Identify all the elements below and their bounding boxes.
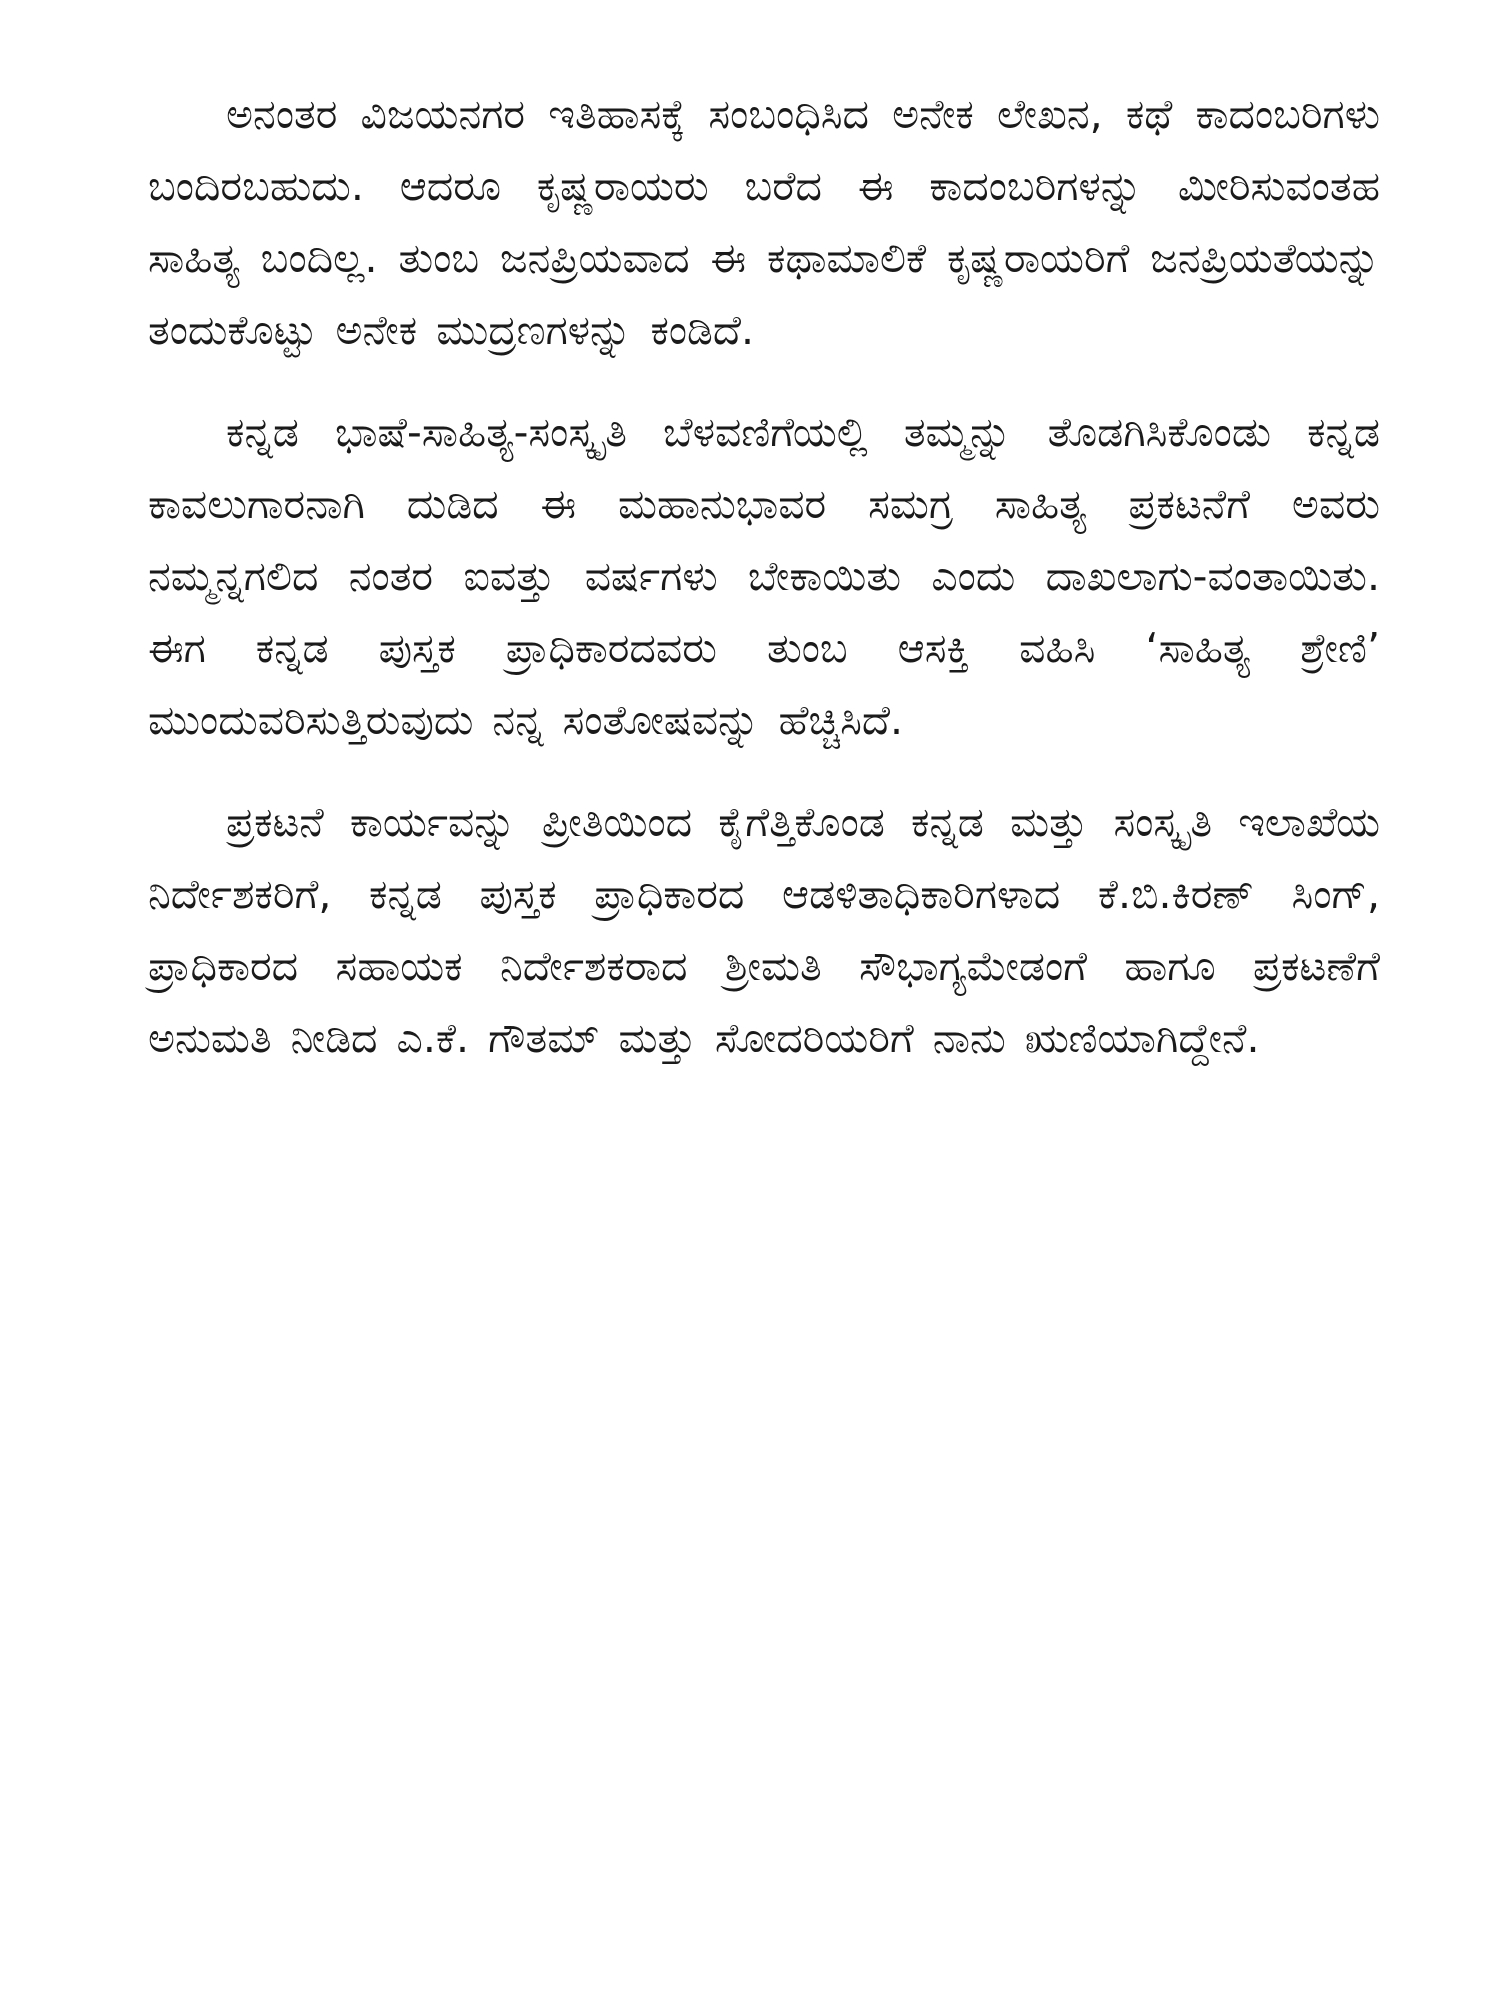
- paragraph-3: ಪ್ರಕಟನೆ ಕಾರ್ಯವನ್ನು ಪ್ರೀತಿಯಿಂದ ಕೈಗೆತ್ತಿಕೊಂಡ ಕನ್ನಡ ಮತ್ತು ಸಂಸ್ಕೃತಿ ಇಲಾಖೆಯ ನಿರ್ದೇಶಕರಿಗೆ, ಕನ್ನಡ ಪುಸ್ತಕ ಪ್ರಾಧಿಕಾರದ ಆಡಳಿತಾಧಿಕಾರಿಗಳಾದ ಕೆ.ಬಿ.ಕಿರಣ್ ಸಿಂಗ್, ಪ್ರಾಧಿಕಾರದ ಸಹಾಯಕ ನಿರ್ದೇಶಕರಾದ ಶ್ರೀಮತಿ ಸೌಭಾಗ್ಯಮೇಡಂಗೆ ಹಾಗೂ ಪ್ರಕಟಣೆಗೆ ಅನುಮತಿ ನೀಡಿದ ಎ.ಕೆ. ಗೌತಮ್ ಮತ್ತು ಸೋದರಿಯರಿಗೆ ನಾನು ಋಣಿಯಾಗಿದ್ದೇನೆ.: [148, 798, 1380, 1062]
- paragraph-2: ಕನ್ನಡ ಭಾಷೆ-ಸಾಹಿತ್ಯ-ಸಂಸ್ಕೃತಿ ಬೆಳವಣಿಗೆಯಲ್ಲಿ ತಮ್ಮನ್ನು ತೊಡಗಿಸಿಕೊಂಡು ಕನ್ನಡ ಕಾವಲುಗಾರನಾಗಿ ದುಡಿದ ಈ ಮಹಾನುಭಾವರ ಸಮಗ್ರ ಸಾಹಿತ್ಯ ಪ್ರಕಟನೆಗೆ ಅವರು ನಮ್ಮನ್ನಗಲಿದ ನಂತರ ಐವತ್ತು ವರ್ಷಗಳು ಬೇಕಾಯಿತು ಎಂದು ದಾಖಲಾಗು-ವಂತಾಯಿತು. ಈಗ ಕನ್ನಡ ಪುಸ್ತಕ ಪ್ರಾಧಿಕಾರದವರು ತುಂಬ ಆಸಕ್ತಿ ವಹಿಸಿ ‘ಸಾಹಿತ್ಯ ಶ್ರೇಣಿ’ ಮುಂದುವರಿಸುತ್ತಿರುವುದು ನನ್ನ ಸಂತೋಷವನ್ನು ಹೆಚ್ಚಿಸಿದೆ.: [148, 408, 1380, 744]
- body-text: [148, 78, 1380, 1104]
- paragraph-1: ಅನಂತರ ವಿಜಯನಗರ ಇತಿಹಾಸಕ್ಕೆ ಸಂಬಂಧಿಸಿದ ಅನೇಕ ಲೇಖನ, ಕಥೆ ಕಾದಂಬರಿಗಳು ಬಂದಿರಬಹುದು. ಆದರೂ ಕೃಷ್ಣರಾಯರು ಬರೆದ ಈ ಕಾದಂಬರಿಗಳನ್ನು ಮೀರಿಸುವಂತಹ ಸಾಹಿತ್ಯ ಬಂದಿಲ್ಲ. ತುಂಬ ಜನಪ್ರಿಯವಾದ ಈ ಕಥಾಮಾಲಿಕೆ ಕೃಷ್ಣರಾಯರಿಗೆ ಜನಪ್ರಿಯತೆಯನ್ನು ತಂದುಕೊಟ್ಟು ಅನೇಕ ಮುದ್ರಣಗಳನ್ನು ಕಂಡಿದೆ.: [148, 90, 1380, 354]
